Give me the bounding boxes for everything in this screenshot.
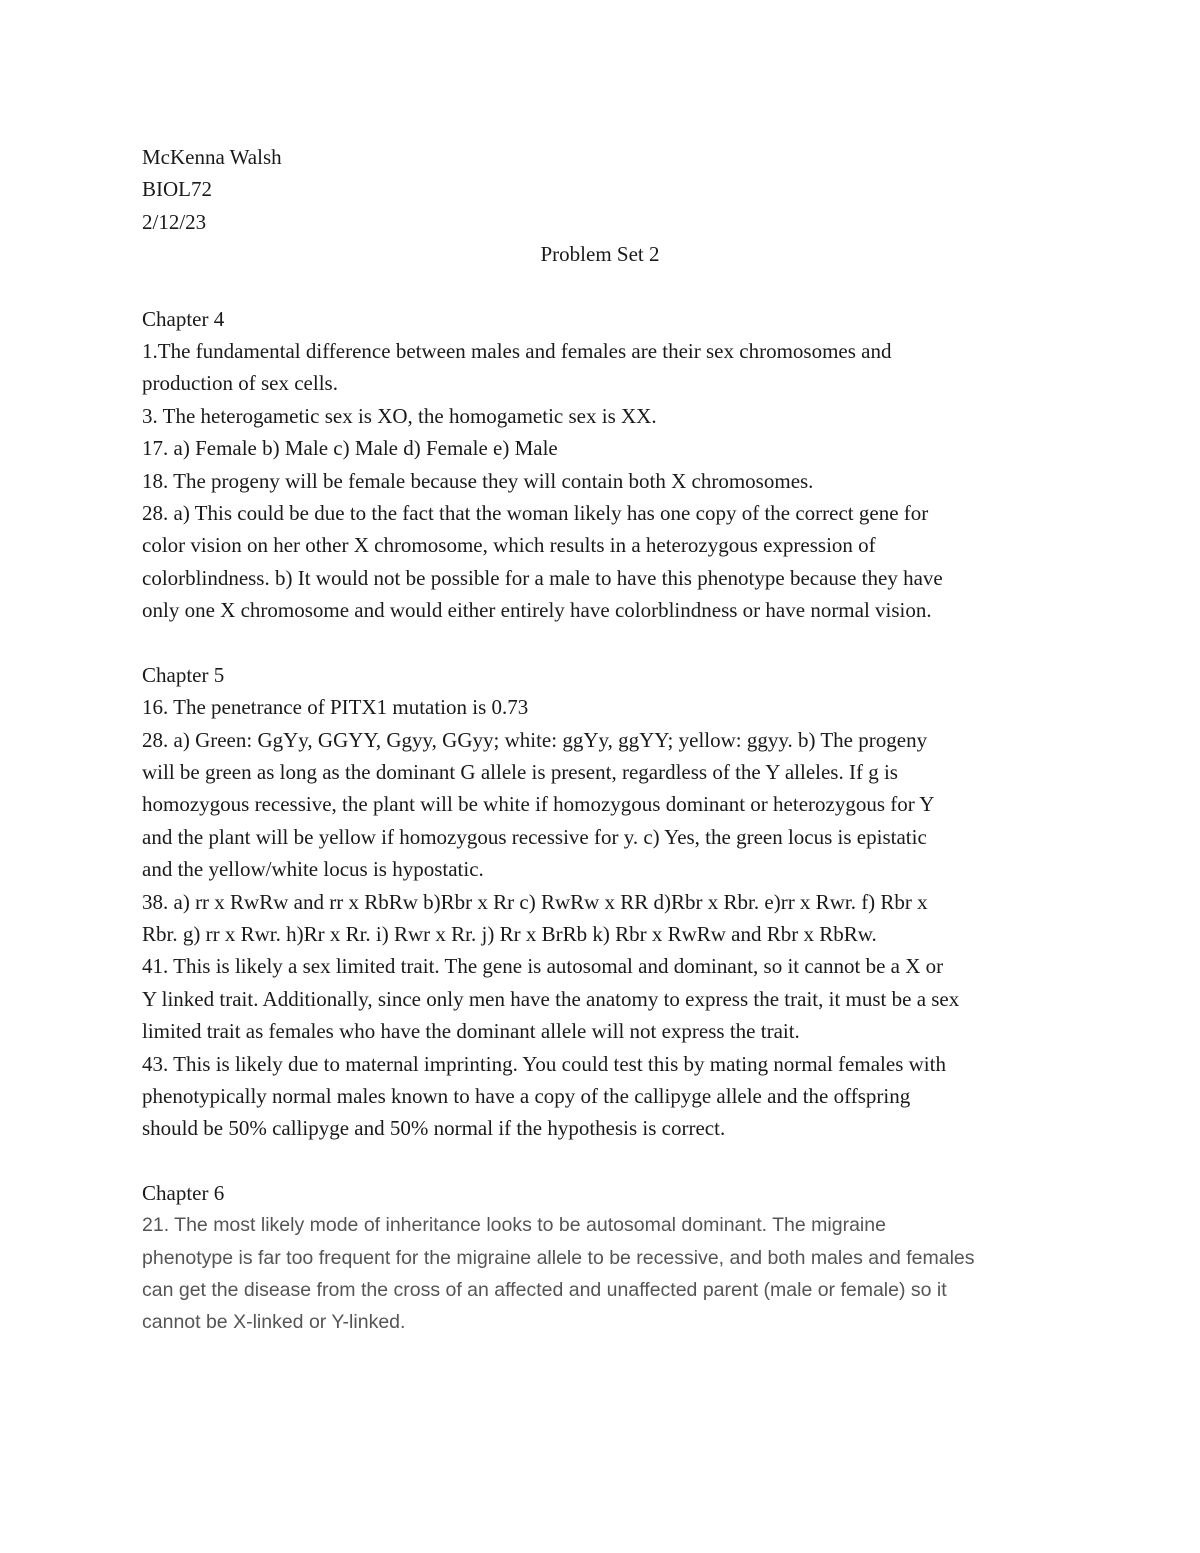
- chapter-5-line: and the yellow/white locus is hypostatic.: [142, 857, 484, 882]
- course-code: BIOL72: [142, 177, 212, 202]
- chapter-5-line: homozygous recessive, the plant will be white if homozygous dominant or heterozygous for Y: [142, 792, 935, 817]
- chapter-4-line: 28. a) This could be due to the fact that the woman likely has one copy of the correct gene for: [142, 501, 929, 526]
- chapter-4-line: colorblindness. b) It would not be possible for a male to have this phenotype because they have: [142, 565, 943, 590]
- chapter-4-line: production of sex cells.: [142, 371, 338, 396]
- chapter-5-line: Rbr. g) rr x Rwr. h)Rr x Rr. i) Rwr x Rr. j) Rr x BrRb k) Rbr x RwRw and Rbr x RbRw.: [142, 921, 877, 946]
- chapter-6-line: phenotype is far too frequent for the migraine allele to be recessive, and both males and females: [142, 1246, 975, 1269]
- document-date: 2/12/23: [142, 209, 207, 234]
- chapter-4-line: color vision on her other X chromosome, which results in a heterozygous expression of: [142, 533, 876, 558]
- chapter-6-line: can get the disease from the cross of an affected and unaffected parent (male or female) so it: [142, 1279, 947, 1301]
- chapter-4-line: only one X chromosome and would either entirely have colorblindness or have normal vision.: [142, 598, 932, 623]
- chapter-5-line: should be 50% callipyge and 50% normal if the hypothesis is correct.: [142, 1116, 726, 1141]
- chapter-5-heading: Chapter 5: [142, 662, 225, 687]
- chapter-5-line: 16. The penetrance of PITX1 mutation is 0.73: [142, 695, 529, 720]
- spacer: [142, 627, 1062, 659]
- spacer: [142, 1145, 1062, 1177]
- chapter-4-line: 1.The fundamental difference between males and females are their sex chromosomes and: [142, 339, 892, 364]
- document-title: Problem Set 2: [540, 242, 660, 267]
- chapter-5-line: 43. This is likely due to maternal imprinting. You could test this by mating normal females with: [142, 1051, 946, 1076]
- chapter-5-line: will be green as long as the dominant G allele is present, regardless of the Y alleles. If g is: [142, 759, 898, 784]
- chapter-4-line: 18. The progeny will be female because they will contain both X chromosomes.: [142, 468, 814, 493]
- chapter-4-heading: Chapter 4: [142, 306, 225, 331]
- author-name: McKenna Walsh: [142, 145, 282, 169]
- chapter-5-line: limited trait as females who have the dominant allele will not express the trait.: [142, 1019, 800, 1044]
- chapter-5-line: 41. This is likely a sex limited trait. The gene is autosomal and dominant, so it cannot be a X or: [142, 954, 944, 979]
- spacer: [142, 271, 1062, 303]
- chapter-5-line: phenotypically normal males known to have a copy of the callipyge allele and the offspring: [142, 1083, 911, 1108]
- chapter-5-line: and the plant will be yellow if homozygous recessive for y. c) Yes, the green locus is epistatic: [142, 824, 927, 849]
- chapter-5-line: 28. a) Green: GgYy, GGYY, Ggyy, GGyy; white: ggYy, ggYY; yellow: ggyy. b) The progeny: [142, 727, 928, 752]
- chapter-6-heading: Chapter 6: [142, 1180, 225, 1205]
- chapter-4-line: 3. The heterogametic sex is XO, the homogametic sex is XX.: [142, 403, 657, 428]
- document-body: [142, 141, 1062, 1339]
- chapter-6-line: cannot be X-linked or Y-linked.: [142, 1311, 406, 1334]
- chapter-4-line: 17. a) Female b) Male c) Male d) Female e) Male: [142, 436, 558, 461]
- chapter-5-line: 38. a) rr x RwRw and rr x RbRw b)Rbr x Rr c) RwRw x RR d)Rbr x Rbr. e)rr x Rwr. f) Rbr x: [142, 889, 928, 914]
- chapter-5-line: Y linked trait. Additionally, since only men have the anatomy to express the trait, it must be a sex: [142, 986, 960, 1011]
- chapter-6-line: 21. The most likely mode of inheritance looks to be autosomal dominant. The migraine: [142, 1214, 886, 1237]
